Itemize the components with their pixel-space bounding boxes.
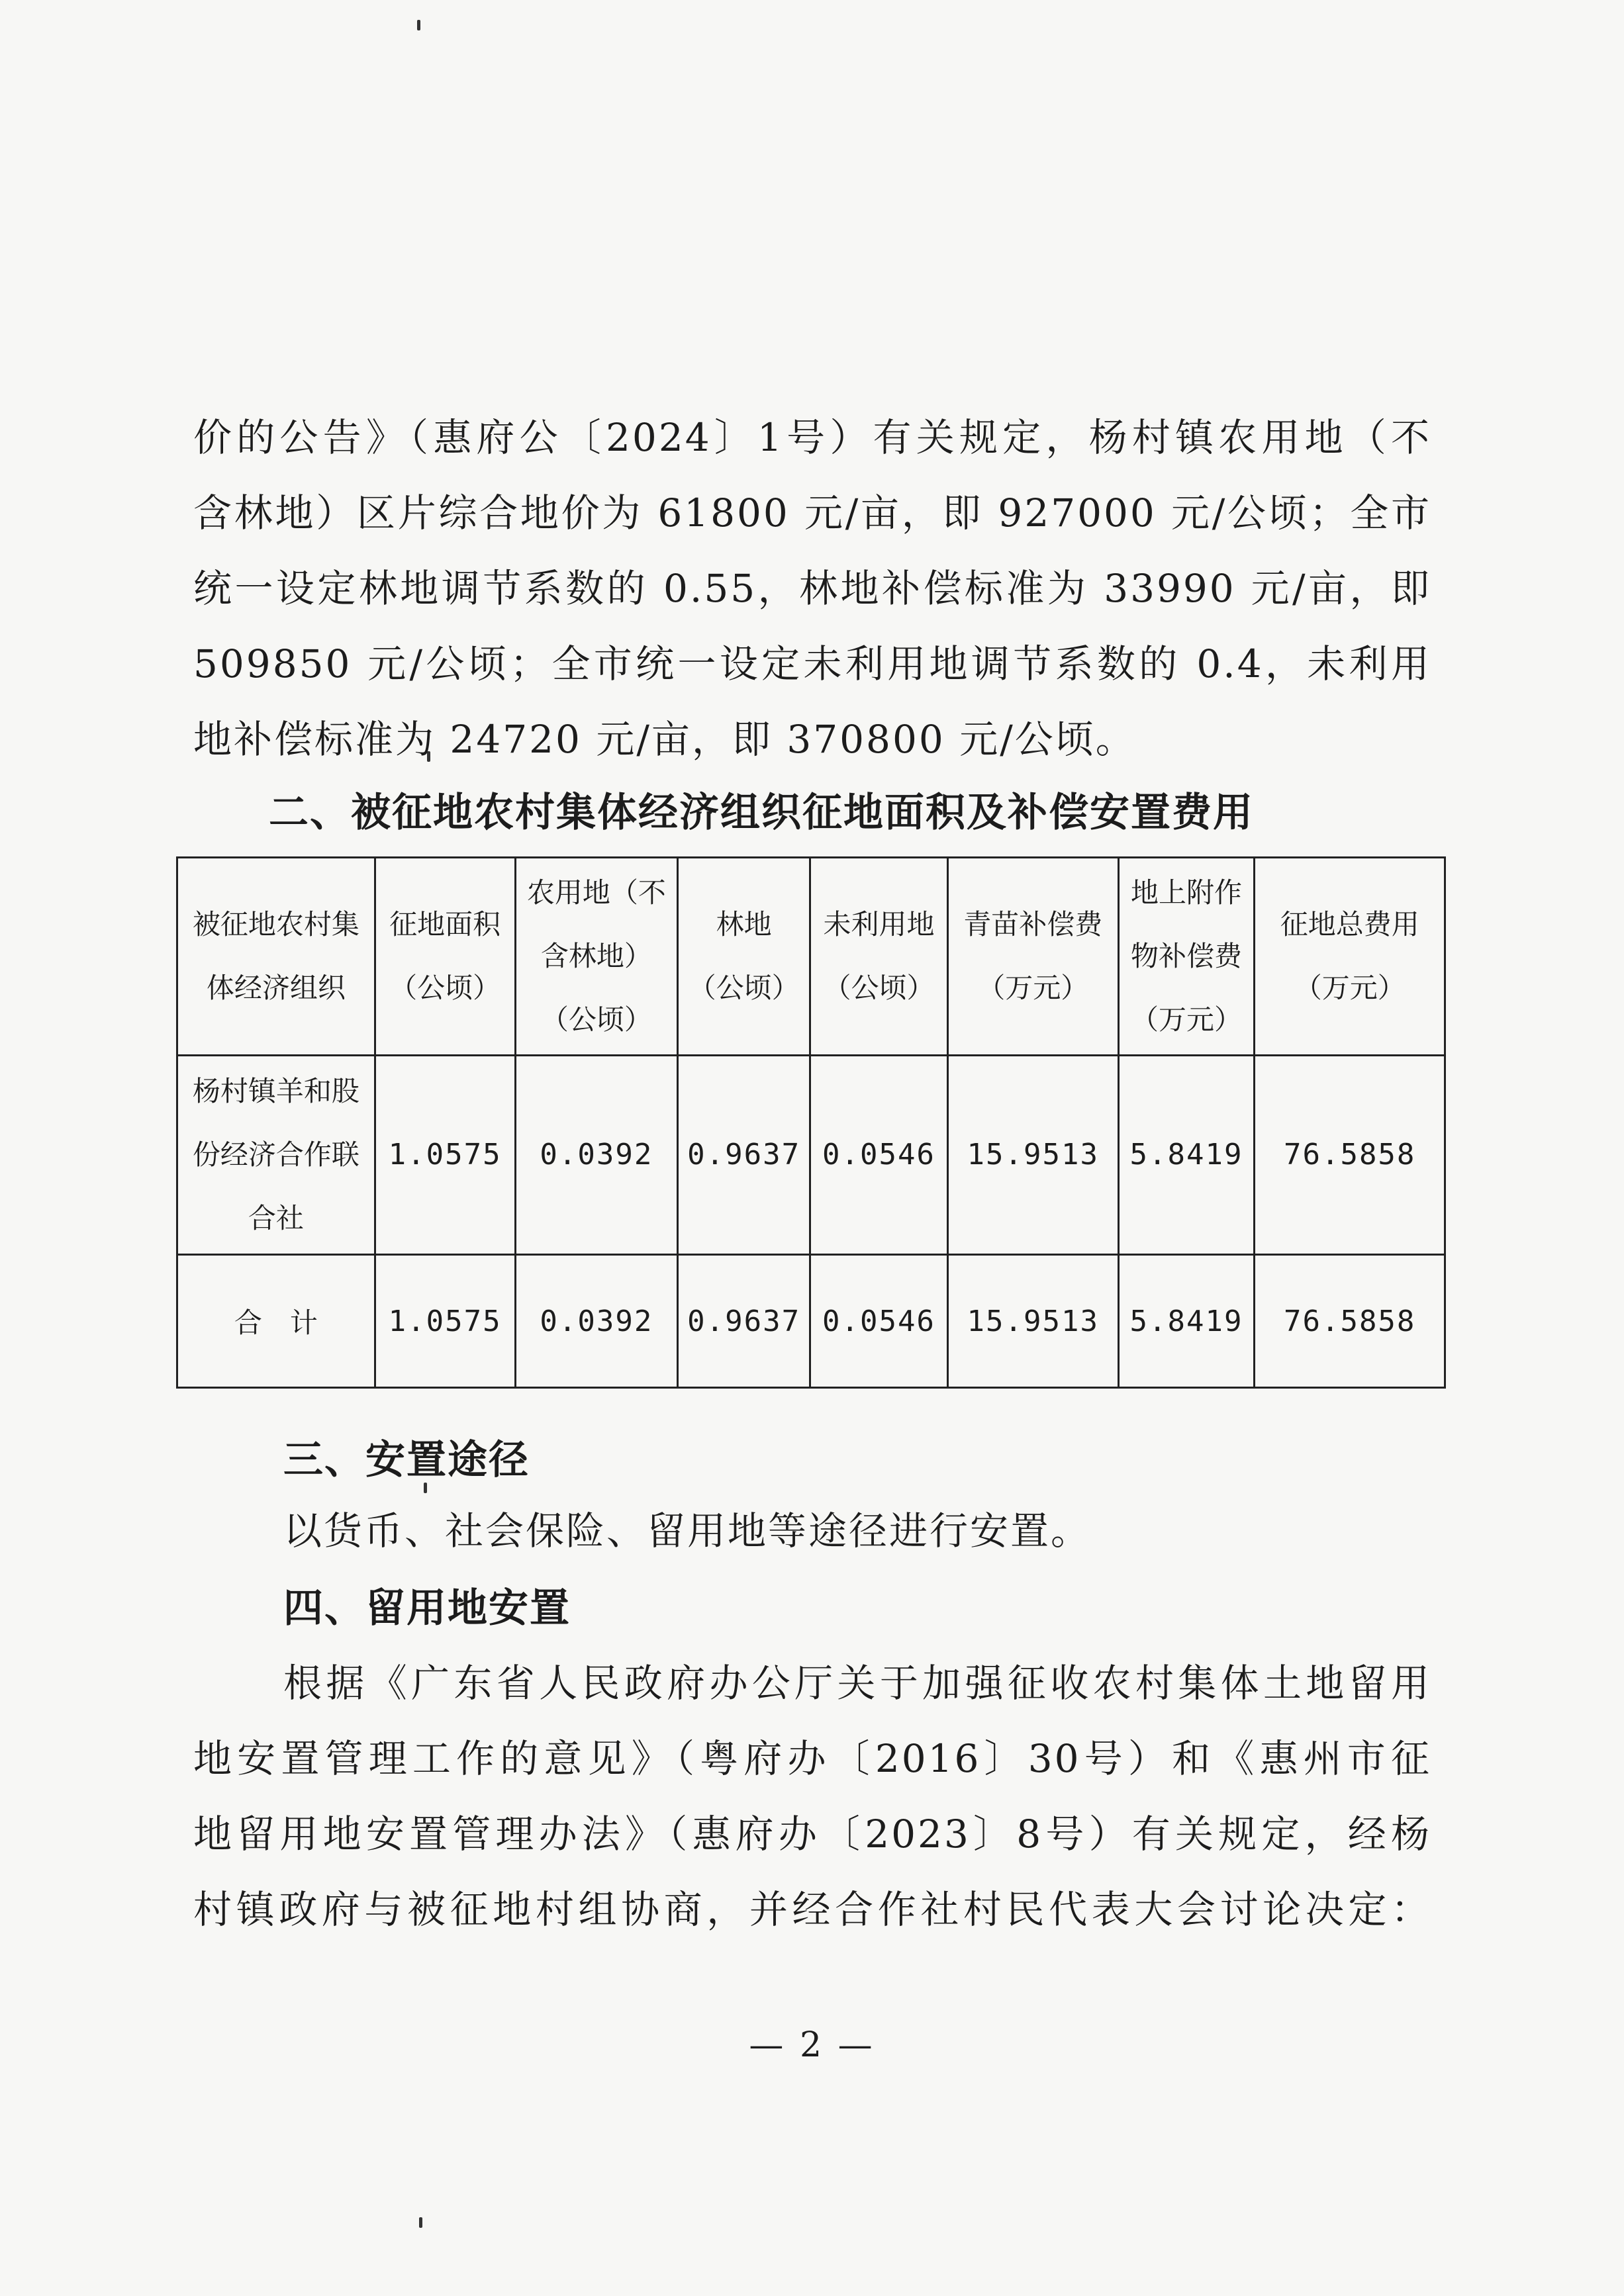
text-line: 统一设定林地调节系数的 0.55，林地补偿标准为 33990 元/亩，即	[193, 566, 1431, 611]
total-area: 1.0575	[375, 1255, 515, 1388]
scan-speck	[417, 20, 420, 30]
header-line: 含林地）	[540, 940, 652, 972]
paragraph-land-price	[193, 400, 1431, 777]
header-line: （万元）	[1130, 1003, 1242, 1036]
section-2-heading: 二、被征地农村集体经济组织征地面积及补偿安置费用	[269, 790, 1254, 836]
header-attachment-compensation	[1118, 858, 1255, 1056]
cell-attachment-compensation: 5.8419	[1118, 1056, 1255, 1255]
header-line: 未利用地	[823, 908, 935, 941]
cell-line: 份经济合作联	[192, 1138, 359, 1171]
header-line: 征地面积	[389, 908, 501, 941]
header-unused-land	[810, 858, 948, 1056]
text-line: 根据《广东省人民政府办公厅关于加强征收农村集体土地留用	[283, 1661, 1431, 1706]
section-4-paragraph	[193, 1645, 1431, 1947]
header-farmland	[515, 858, 678, 1056]
text-line: 含林地）区片综合地价为 61800 元/亩，即 927000 元/公顷；全市	[193, 490, 1431, 535]
org-name-cell	[177, 1056, 375, 1255]
text-line: 村镇政府与被征地村组协商，并经合作社村民代表大会讨论决定：	[193, 1887, 1431, 1932]
header-collective-org	[177, 858, 375, 1056]
text-line: 地安置管理工作的意见》（粤府办〔2016〕30号）和《惠州市征	[193, 1736, 1431, 1781]
section-3-heading: 三、安置途径	[283, 1437, 530, 1483]
cell-farmland: 0.0392	[515, 1056, 678, 1255]
header-line: 物补偿费	[1130, 940, 1242, 972]
table-row	[177, 1056, 1445, 1255]
cell-crop-compensation: 15.9513	[947, 1056, 1118, 1255]
total-forest: 0.9637	[678, 1255, 810, 1388]
header-line: 农用地（不	[526, 876, 666, 909]
header-crop-compensation	[947, 858, 1118, 1056]
header-line: 青苗补偿费	[963, 908, 1103, 941]
header-line: （公顷）	[540, 1003, 652, 1036]
total-attachment-compensation: 5.8419	[1118, 1255, 1255, 1388]
scan-speck	[419, 2217, 422, 2228]
page-number: — 2 —	[749, 2025, 875, 2065]
section-4-heading: 四、留用地安置	[283, 1585, 571, 1631]
cell-line: 合社	[248, 1202, 304, 1234]
total-unused-land: 0.0546	[810, 1255, 948, 1388]
cell-area: 1.0575	[375, 1056, 515, 1255]
header-line: （公顷）	[823, 972, 935, 1004]
text-line: 地留用地安置管理办法》（惠府办〔2023〕8号）有关规定，经杨	[193, 1812, 1431, 1857]
header-area	[375, 858, 515, 1056]
header-line: （公顷）	[688, 972, 800, 1004]
text-line: 以货币、社会保险、留用地等途径进行安置。	[283, 1508, 1092, 1553]
cell-line: 杨村镇羊和股	[192, 1075, 359, 1107]
text-line: 价的公告》（惠府公〔2024〕1号）有关规定，杨村镇农用地（不	[193, 415, 1431, 460]
total-label: 合 计	[177, 1255, 375, 1388]
header-line: （万元）	[977, 972, 1089, 1004]
text-line: 地补偿标准为 24720 元/亩，即 370800 元/公顷。	[193, 717, 1136, 762]
cell-forest: 0.9637	[678, 1056, 810, 1255]
header-line: 林地	[716, 908, 772, 941]
header-line: （万元）	[1294, 972, 1406, 1004]
cell-unused-land: 0.0546	[810, 1056, 948, 1255]
text-line: 509850 元/公顷；全市统一设定未利用地调节系数的 0.4，未利用	[193, 641, 1431, 686]
header-line: 地上附作	[1130, 876, 1242, 909]
table-total-row	[177, 1255, 1445, 1388]
table-header-row	[177, 858, 1445, 1056]
header-line: 征地总费用	[1280, 908, 1419, 941]
total-crop-compensation: 15.9513	[947, 1255, 1118, 1388]
compensation-table	[176, 856, 1446, 1389]
total-farmland: 0.0392	[515, 1255, 678, 1388]
header-forest	[678, 858, 810, 1056]
cell-total-cost: 76.5858	[1255, 1056, 1445, 1255]
header-line: 被征地农村集	[192, 908, 359, 941]
header-line: （公顷）	[389, 972, 501, 1004]
header-total-cost	[1255, 858, 1445, 1056]
section-3-text	[283, 1493, 1431, 1569]
total-cost: 76.5858	[1255, 1255, 1445, 1388]
header-line: 体经济组织	[206, 972, 346, 1004]
